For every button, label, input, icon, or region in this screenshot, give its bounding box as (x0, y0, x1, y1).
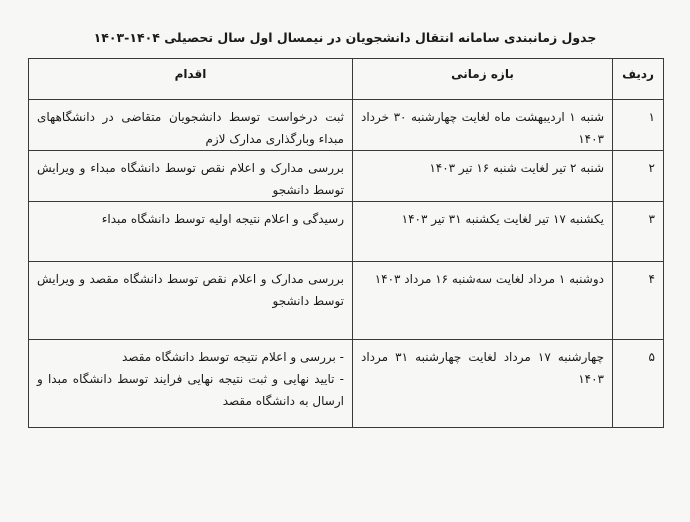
row-action (29, 262, 353, 340)
header-period: بازه زمانی (353, 59, 613, 100)
row-number: ۳ (613, 202, 664, 262)
row-number: ۲ (613, 151, 664, 202)
action-line: - تایید نهایی و ثبت نتیجه نهایی فرایند توسط دانشگاه مبدا و ارسال به دانشگاه مقصد (37, 372, 344, 408)
header-row-number: ردیف (613, 59, 664, 100)
action-line: - بررسی و اعلام نتیجه توسط دانشگاه مقصد (122, 350, 344, 364)
action-line: ثبت درخواست توسط دانشجویان متقاضی در دانشگاههای مبداء وبارگذاری مدارک لازم (37, 110, 344, 146)
table-row (29, 262, 664, 340)
row-period: چهارشنبه ۱۷ مرداد لغایت چهارشنبه ۳۱ مرداد ۱۴۰۳ (353, 340, 613, 428)
row-period: دوشنبه ۱ مرداد لغایت سه‌شنبه ۱۶ مرداد ۱۴۰۳ (353, 262, 613, 340)
header-action: اقدام (29, 59, 353, 100)
row-action (29, 151, 353, 202)
schedule-table (28, 58, 664, 428)
row-period: یکشنبه ۱۷ تیر لغایت یکشنبه ۳۱ تیر ۱۴۰۳ (353, 202, 613, 262)
action-line: بررسی مدارک و اعلام نقص توسط دانشگاه مقصد و ویرایش توسط دانشجو (37, 272, 344, 308)
table-row (29, 340, 664, 428)
row-action (29, 340, 353, 428)
row-number: ۱ (613, 100, 664, 151)
row-action (29, 100, 353, 151)
row-period: شنبه ۲ تیر لغایت شنبه ۱۶ تیر ۱۴۰۳ (353, 151, 613, 202)
row-period: شنبه ۱ اردیبهشت ماه لغایت چهارشنبه ۳۰ خرداد ۱۴۰۳ (353, 100, 613, 151)
row-number: ۴ (613, 262, 664, 340)
action-line: رسیدگی و اعلام نتیجه اولیه توسط دانشگاه مبداء (101, 212, 344, 226)
document-title: جدول زمانبندی سامانه انتقال دانشجویان در نیمسال اول سال تحصیلی ۱۴۰۴-۱۴۰۳ (93, 30, 597, 45)
row-number: ۵ (613, 340, 664, 428)
table-row (29, 151, 664, 202)
row-action (29, 202, 353, 262)
table-row (29, 202, 664, 262)
table-row (29, 100, 664, 151)
action-line: بررسی مدارک و اعلام نقص توسط دانشگاه مبداء و ویرایش توسط دانشجو (37, 161, 344, 197)
table-header-row (29, 59, 664, 100)
